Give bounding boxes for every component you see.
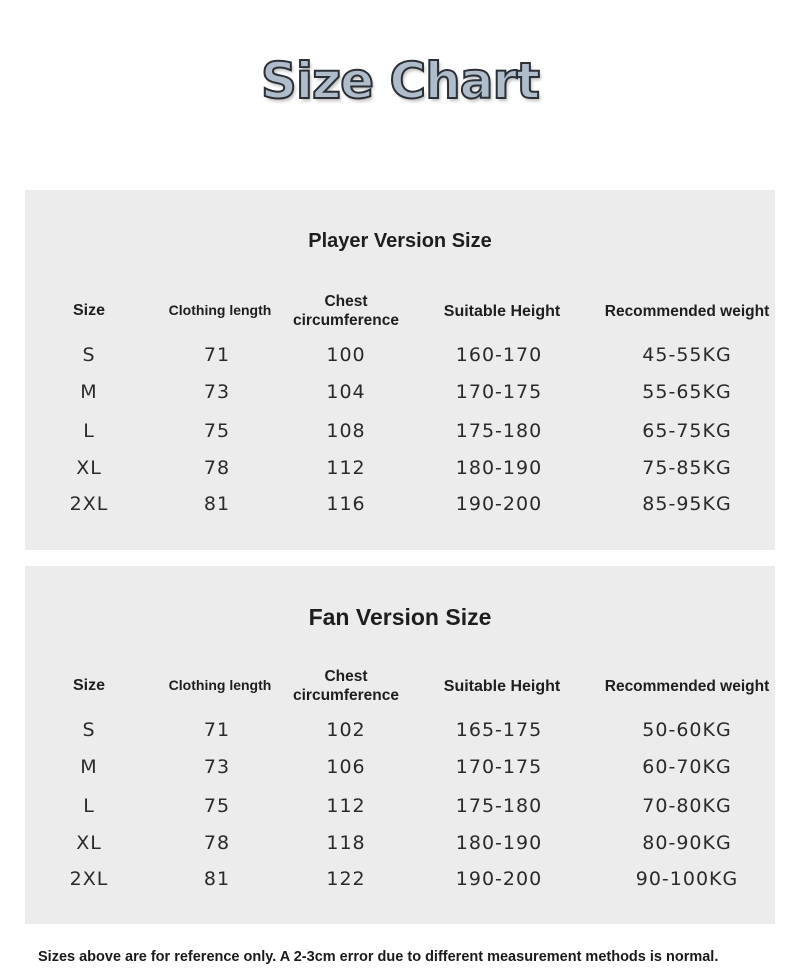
length-cell: 78	[203, 457, 231, 479]
weight-cell: 75-85KG	[642, 457, 732, 479]
size-cell: S	[82, 719, 96, 741]
chest-cell: 112	[326, 795, 366, 817]
fan-version-table	[25, 566, 775, 924]
chest-cell: 100	[326, 344, 366, 366]
height-cell: 170-175	[455, 756, 543, 778]
weight-cell: 60-70KG	[642, 756, 732, 778]
chest-header	[281, 292, 411, 330]
table-title: Fan Version Size	[308, 604, 492, 630]
chest-header-line1: Chest	[324, 293, 368, 310]
page-title: Size Chart	[260, 52, 540, 110]
weight-header: Recommended weight	[604, 678, 770, 695]
player-version-table	[25, 190, 775, 550]
weight-cell: 85-95KG	[642, 493, 732, 515]
length-cell: 73	[203, 381, 231, 403]
height-cell: 165-175	[455, 719, 543, 741]
chest-header	[281, 667, 411, 705]
size-cell: XL	[76, 457, 102, 479]
size-cell: M	[80, 756, 98, 778]
height-header: Suitable Height	[443, 678, 561, 695]
reference-note: Sizes above are for reference only. A 2-3cm error due to different measurement methods is normal.	[38, 949, 719, 965]
height-cell: 180-190	[455, 457, 543, 479]
size-cell: M	[80, 381, 98, 403]
height-cell: 160-170	[455, 344, 543, 366]
chest-cell: 106	[326, 756, 366, 778]
size-cell: 2XL	[69, 868, 109, 890]
length-cell: 78	[203, 832, 231, 854]
size-header: Size	[72, 302, 105, 319]
height-cell: 180-190	[455, 832, 543, 854]
height-cell: 170-175	[455, 381, 543, 403]
weight-cell: 45-55KG	[642, 344, 732, 366]
size-cell: S	[82, 344, 96, 366]
chest-cell: 122	[326, 868, 366, 890]
length-cell: 75	[203, 420, 231, 442]
weight-cell: 80-90KG	[642, 832, 732, 854]
size-cell: 2XL	[69, 493, 109, 515]
length-cell: 71	[203, 719, 231, 741]
height-cell: 175-180	[455, 420, 543, 442]
weight-cell: 50-60KG	[642, 719, 732, 741]
size-header: Size	[72, 677, 105, 694]
chest-header-line2: circumference	[293, 312, 399, 329]
length-cell: 81	[203, 493, 231, 515]
length-cell: 73	[203, 756, 231, 778]
weight-header: Recommended weight	[604, 303, 770, 320]
chest-header-line2: circumference	[293, 687, 399, 704]
length-cell: 75	[203, 795, 231, 817]
weight-cell: 70-80KG	[642, 795, 732, 817]
size-cell: L	[83, 795, 95, 817]
chest-cell: 112	[326, 457, 366, 479]
height-cell: 190-200	[455, 493, 543, 515]
size-cell: L	[83, 420, 95, 442]
chest-cell: 104	[326, 381, 366, 403]
height-cell: 175-180	[455, 795, 543, 817]
weight-cell: 90-100KG	[635, 868, 739, 890]
table-title: Player Version Size	[308, 230, 492, 252]
clothing-length-header: Clothing length	[168, 302, 272, 318]
weight-cell: 65-75KG	[642, 420, 732, 442]
size-cell: XL	[76, 832, 102, 854]
chest-header-line1: Chest	[324, 668, 368, 685]
clothing-length-header: Clothing length	[168, 677, 272, 693]
chest-cell: 118	[326, 832, 366, 854]
length-cell: 81	[203, 868, 231, 890]
chest-cell: 102	[326, 719, 366, 741]
weight-cell: 55-65KG	[642, 381, 732, 403]
chest-cell: 116	[326, 493, 366, 515]
height-header: Suitable Height	[443, 303, 561, 320]
height-cell: 190-200	[455, 868, 543, 890]
length-cell: 71	[203, 344, 231, 366]
chest-cell: 108	[326, 420, 366, 442]
